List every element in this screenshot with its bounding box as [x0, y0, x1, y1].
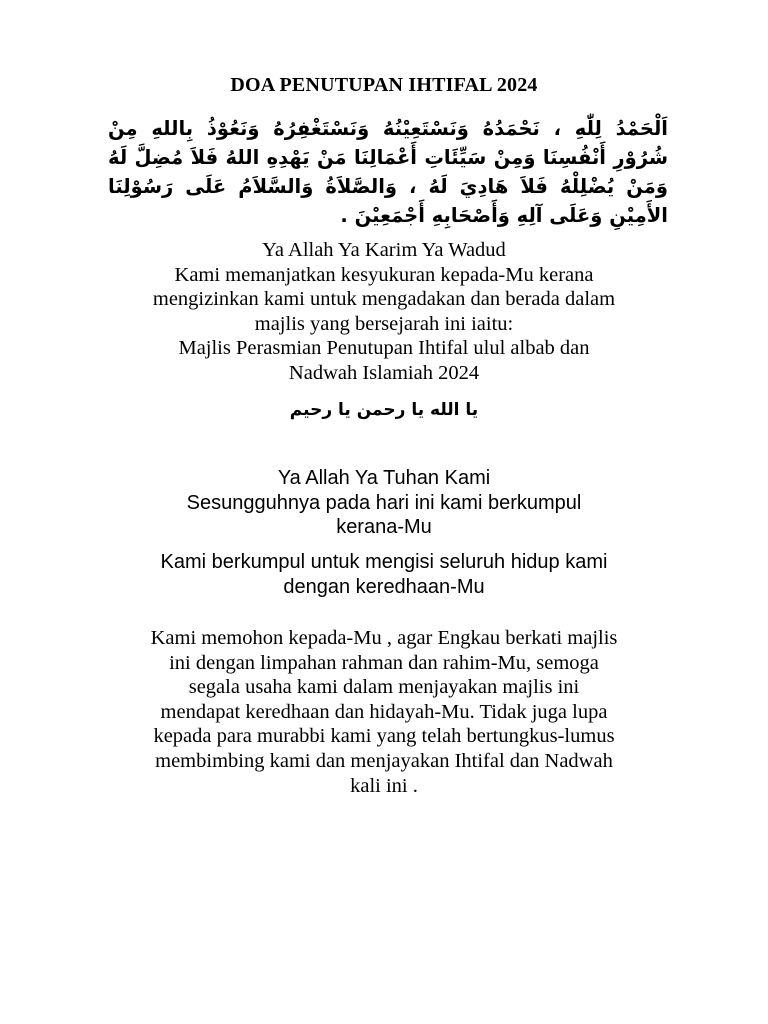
- closing-line: ini dengan limpahan rahman dan rahim-Mu, semoga: [169, 651, 599, 674]
- document-title: DOA PENUTUPAN IHTIFAL 2024: [230, 74, 538, 96]
- closing-line: mendapat keredhaan dan hidayah-Mu. Tidak juga lupa: [160, 700, 608, 723]
- arabic-invocation: يا الله يا رحمن يا رحيم: [289, 400, 479, 420]
- closing-line: Kami memohon kepada-Mu , agar Engkau berkati majlis: [150, 627, 618, 649]
- closing-paragraph: [100, 626, 668, 798]
- arabic-opening-prayer: اَلْحَمْدُ لِلّٰهِ ، نَحْمَدُهُ وَنَسْتَعِيْنُهُ وَنَسْتَغْفِرُهُ وَنَعُوْذُ بِاللهِ مِنْ شُرُوْرِ أَنْفُسِنَا وَمِنْ سَيِّئَاتِ أَعْمَالِنَا مَنْ يَهْدِهِ اللهُ فَلاَ مُضِلَّ لَهُ وَمَنْ يُضْلِلْهُ فَلاَ هَادِيَ لَهُ ، وَالصَّلاَةُ وَالسَّلاَمُ عَلَى رَسُوْلِنَا الأَمِيْنِ وَعَلَى آلِهِ وَأَصْحَابِهِ أَجْمَعِيْنَ .: [108, 117, 668, 227]
- intro-paragraph: [100, 238, 668, 386]
- section-three-line: Kami berkumpul untuk mengisi seluruh hidup kami: [160, 551, 608, 573]
- section-three-line: dengan keredhaan-Mu: [283, 575, 485, 598]
- intro-line: Kami memanjatkan kesyukuran kepada-Mu kerana: [174, 263, 594, 286]
- section-two-line: Sesungguhnya pada hari ini kami berkumpul: [186, 491, 582, 514]
- intro-line: majlis yang bersejarah ini iaitu:: [254, 312, 514, 335]
- intro-line: mengizinkan kami untuk mengadakan dan berada dalam: [152, 288, 616, 311]
- closing-line: membimbing kami dan menjayakan Ihtifal dan Nadwah: [155, 749, 613, 772]
- section-three-paragraph: [90, 550, 678, 599]
- intro-line: Nadwah Islamiah 2024: [288, 361, 480, 384]
- closing-line: kali ini .: [350, 774, 418, 797]
- section-two-paragraph: [90, 466, 678, 540]
- intro-line: Ya Allah Ya Karim Ya Wadud: [262, 239, 506, 261]
- closing-line: kepada para murabbi kami yang telah bertungkus-lumus: [153, 725, 615, 748]
- section-two-line: kerana-Mu: [336, 516, 432, 539]
- intro-line: Majlis Perasmian Penutupan Ihtifal ulul albab dan: [178, 337, 590, 360]
- section-two-line: Ya Allah Ya Tuhan Kami: [277, 467, 491, 489]
- closing-line: segala usaha kami dalam menjayakan majlis ini: [188, 676, 580, 699]
